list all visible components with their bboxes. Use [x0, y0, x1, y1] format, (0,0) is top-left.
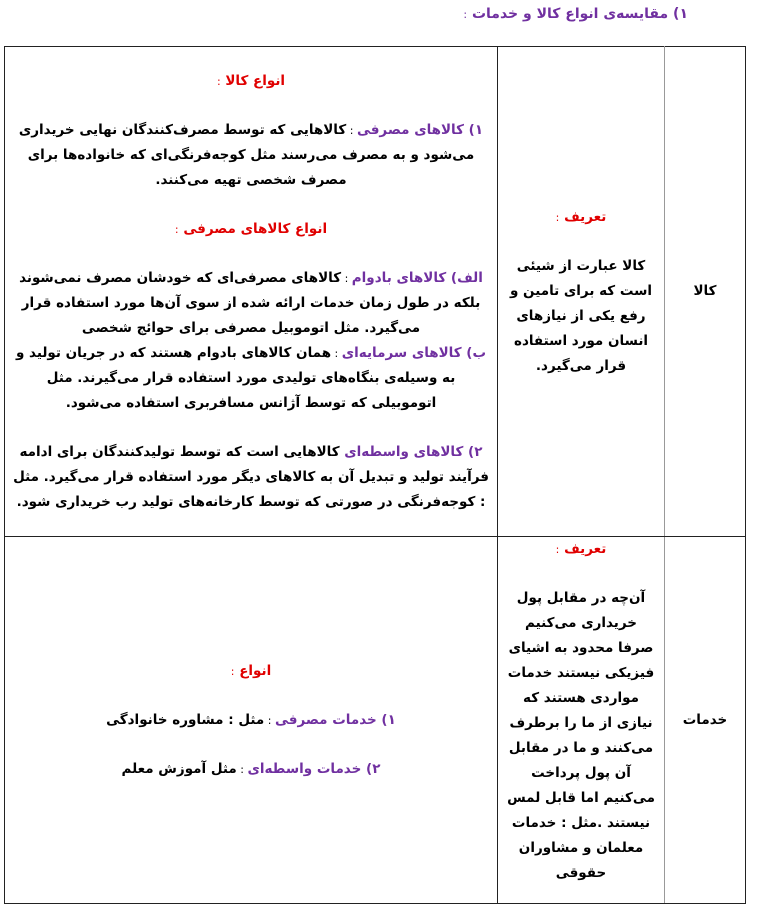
types-heading: انواع :: [230, 662, 272, 679]
types-cell: [5, 47, 498, 537]
item-consumer-services: ۱) خدمات مصرفی : مثل : مشاوره خانوادگی: [106, 711, 396, 728]
item-capital-goods: ب) کالاهای سرمایه‌ای : همان کالاهای بادوام هستند که در جریان تولید و به وسیله‌ی بنگاه‌های تولیدی مورد استفاده قرار می‌گیرند. مثل اتوموبیلی که توسط آژانس مسافربری استفاده می‌شود.: [15, 344, 487, 411]
item-intermediate-goods: ۲) کالاهای واسطه‌ای کالاهایی است که توسط تولیدکنندگان برای ادامه فرآیند تولید و تبدیل آن به کالاهای دیگر مورد استفاده قرار می‌گیرد. مثل : کوجه‌فرنگی در صورتی که توسط کارخانه‌های تولید رب خریداری شود.: [13, 443, 489, 510]
definition-text: کالا عبارت از شیئی است که برای تامین و رفع یکی از نیازهای انسان مورد استفاده قرار می‌گیرد.: [509, 257, 653, 374]
definition-text: آن‌چه در مقابل پول خریداری می‌کنیم صرفا محدود به اشیای فیزیکی نیستند خدمات مواردی هستند که نیازی از ما را برطرف می‌کنند و ما در مقابل آن پول پرداخت می‌کنیم اما قابل لمس نیستند .مثل : خدمات معلمان و مشاوران حقوقی: [507, 590, 655, 881]
types-heading: انواع کالا :: [216, 72, 286, 89]
section-title: ۱) مقایسه‌ی انواع کالا و خدمات :: [463, 6, 688, 22]
types-cell: [5, 537, 498, 904]
definition-cell: [498, 537, 665, 904]
definition-cell: [498, 47, 665, 537]
row-name: کالا: [665, 47, 746, 537]
subtypes-heading: انواع کالاهای مصرفی :: [174, 220, 328, 237]
item-durable-goods: الف) کالاهای بادوام : کالاهای مصرفی‌ای که خودشان مصرف نمی‌شوند بلکه در طول زمان خدمات ارائه شده از سوی آن‌ها مورد استفاده قرار می‌گیرد. مثل اتوموبیل مصرفی برای حوائج شخصی: [19, 269, 483, 336]
item-consumer-goods: ۱) کالاهای مصرفی : کالاهایی که توسط مصرف‌کنندگان نهایی خریداری می‌شود و به مصرف می‌رسند مثل کوجه‌فرنگی‌ای که خانواده‌ها برای مصرف شخصی تهیه می‌کنند.: [18, 121, 484, 188]
definition-heading: تعریف :: [555, 541, 607, 557]
comparison-table: [4, 46, 746, 904]
table-row-goods: [5, 47, 746, 537]
row-name: خدمات: [665, 537, 746, 904]
definition-heading: تعریف :: [555, 208, 607, 225]
table-row-services: [5, 537, 746, 904]
item-intermediate-services: ۲) خدمات واسطه‌ای : مثل آموزش معلم: [121, 760, 381, 777]
